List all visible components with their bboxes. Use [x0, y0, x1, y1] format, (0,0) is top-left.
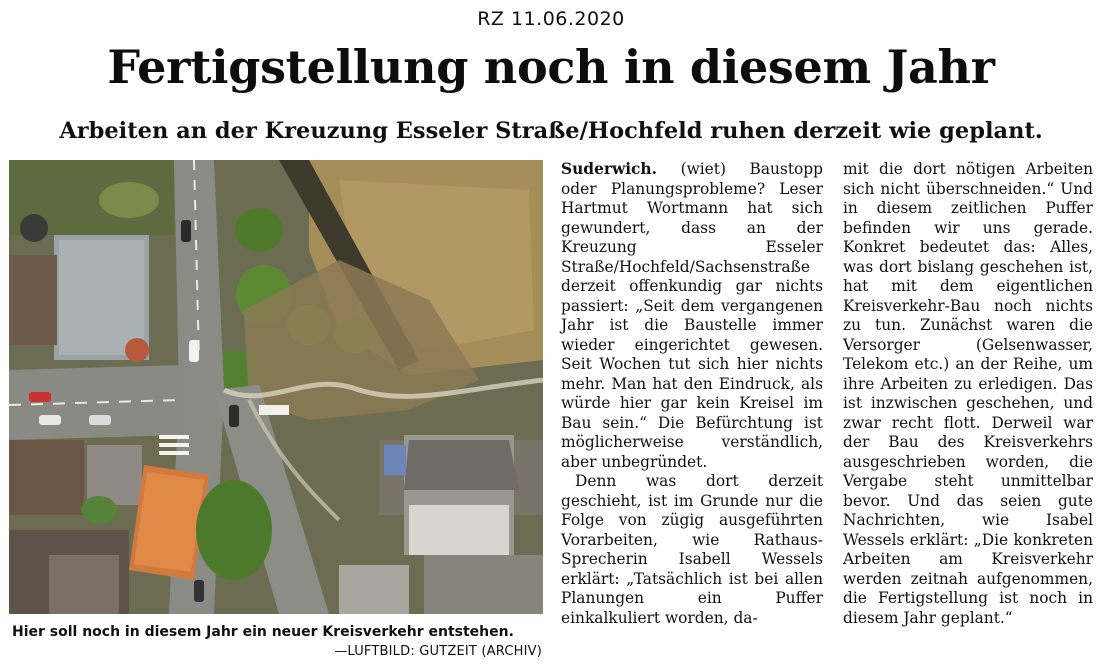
paragraph-text: (wiet) Baustopp oder Planungsprobleme? Leser Hartmut Wortmann hat sich gewundert, dass an der Kreuzung Esseler Straße/Hochfeld/Sachsenstraße derzeit offenkundig gar nichts passiert: „Seit dem vergangenen Jahr ist die Baustelle immer wieder eingerichtet gewesen. Seit Wochen tut sich hier nichts mehr. Man hat den Eindruck, als würde hier gar kein Kreisel im Bau sein.“ Die Befürchtung ist möglicherweise verständlich, aber unbegründet.: [561, 160, 823, 471]
article-column-1: [561, 160, 823, 628]
caption-text: Hier soll noch in diesem Jahr ein neuer Kreisverkehr entstehen.: [12, 624, 514, 640]
aerial-photo: [9, 160, 543, 614]
photo-caption: [12, 622, 544, 659]
article-column-2: [843, 160, 1093, 628]
article-paragraph: mit die dort nötigen Arbeiten sich nicht überschneiden.“ Und in diesem zeitlichen Puffer befinden wir uns gerade. Konkret bedeutet das: Alles, was dort bislang geschehen ist, hat mit dem eigentlichen Kreisverkehr-Bau noch nichts zu tun. Zunächst waren die Versorger (Gelsenwasser, Telekom etc.) an der Reihe, um ihre Arbeiten zu erledigen. Das ist inzwischen geschehen, und zwar recht flott. Derweil war der Bau des Kreisverkehrs ausgeschrieben worden, die Vergabe steht unmittelbar bevor. Und das seien gute Nachrichten, wie Isabel Wessels erklärt: „Die konkreten Arbeiten am Kreisverkehr werden zeitnah aufgenommen, die Fertigstellung ist noch in diesem Jahr geplant.“: [843, 160, 1093, 627]
subheadline: Arbeiten an der Kreuzung Esseler Straße/Hochfeld ruhen derzeit wie geplant.: [59, 118, 1043, 144]
article-paragraph: [561, 160, 823, 472]
source-date: RZ 11.06.2020: [477, 8, 625, 30]
dateline: Suderwich.: [561, 160, 657, 178]
article-paragraph: Denn was dort derzeit geschieht, ist im Grunde nur die Folge von zügig ausgeführten Vorarbeiten, wie Rathaus-Sprecherin Isabell Wessels erklärt: „Tatsächlich ist bei allen Planungen ein Puffer einkalkuliert worden, da-: [561, 472, 823, 627]
headline: Fertigstellung noch in diesem Jahr: [107, 40, 995, 94]
photo-credit: —LUFTBILD: GUTZEIT (ARCHIV): [334, 644, 542, 659]
